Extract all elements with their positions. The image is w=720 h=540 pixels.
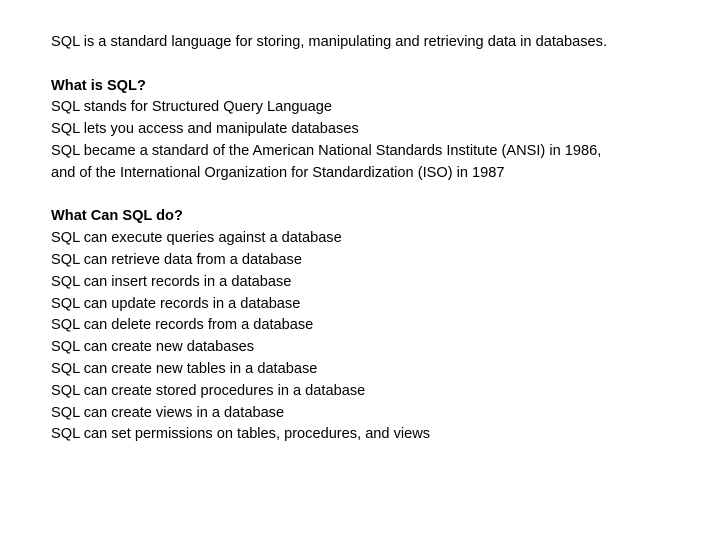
- spacer: [51, 185, 651, 207]
- section2-line: SQL can create new tables in a database: [51, 360, 318, 377]
- intro-paragraph: SQL is a standard language for storing, manipulating and retrieving data in databases.: [51, 34, 607, 50]
- section1-line: SQL stands for Structured Query Language: [51, 99, 332, 116]
- section2-line: SQL can create views in a database: [51, 404, 285, 421]
- section1-line: SQL lets you access and manipulate databases: [51, 121, 359, 138]
- section2-line: SQL can create stored procedures in a database: [51, 382, 366, 399]
- section2-line: SQL can delete records from a database: [51, 317, 314, 334]
- section2-line: SQL can insert records in a database: [51, 273, 292, 290]
- section2-line: SQL can update records in a database: [51, 295, 301, 312]
- section-heading-what-is-sql: What is SQL?: [51, 77, 146, 94]
- section2-line: SQL can retrieve data from a database: [51, 251, 302, 268]
- slide-body: [51, 32, 651, 446]
- section2-line: SQL can execute queries against a database: [51, 230, 342, 247]
- section2-line: SQL can create new databases: [51, 339, 255, 356]
- section-heading-what-can-sql-do: What Can SQL do?: [51, 208, 183, 225]
- section1-line: SQL became a standard of the American National Standards Institute (ANSI) in 1986, and of the International Organization for Standardization (ISO) in 1987: [51, 142, 602, 181]
- section2-line: SQL can set permissions on tables, procedures, and views: [51, 426, 431, 443]
- spacer: [51, 54, 651, 76]
